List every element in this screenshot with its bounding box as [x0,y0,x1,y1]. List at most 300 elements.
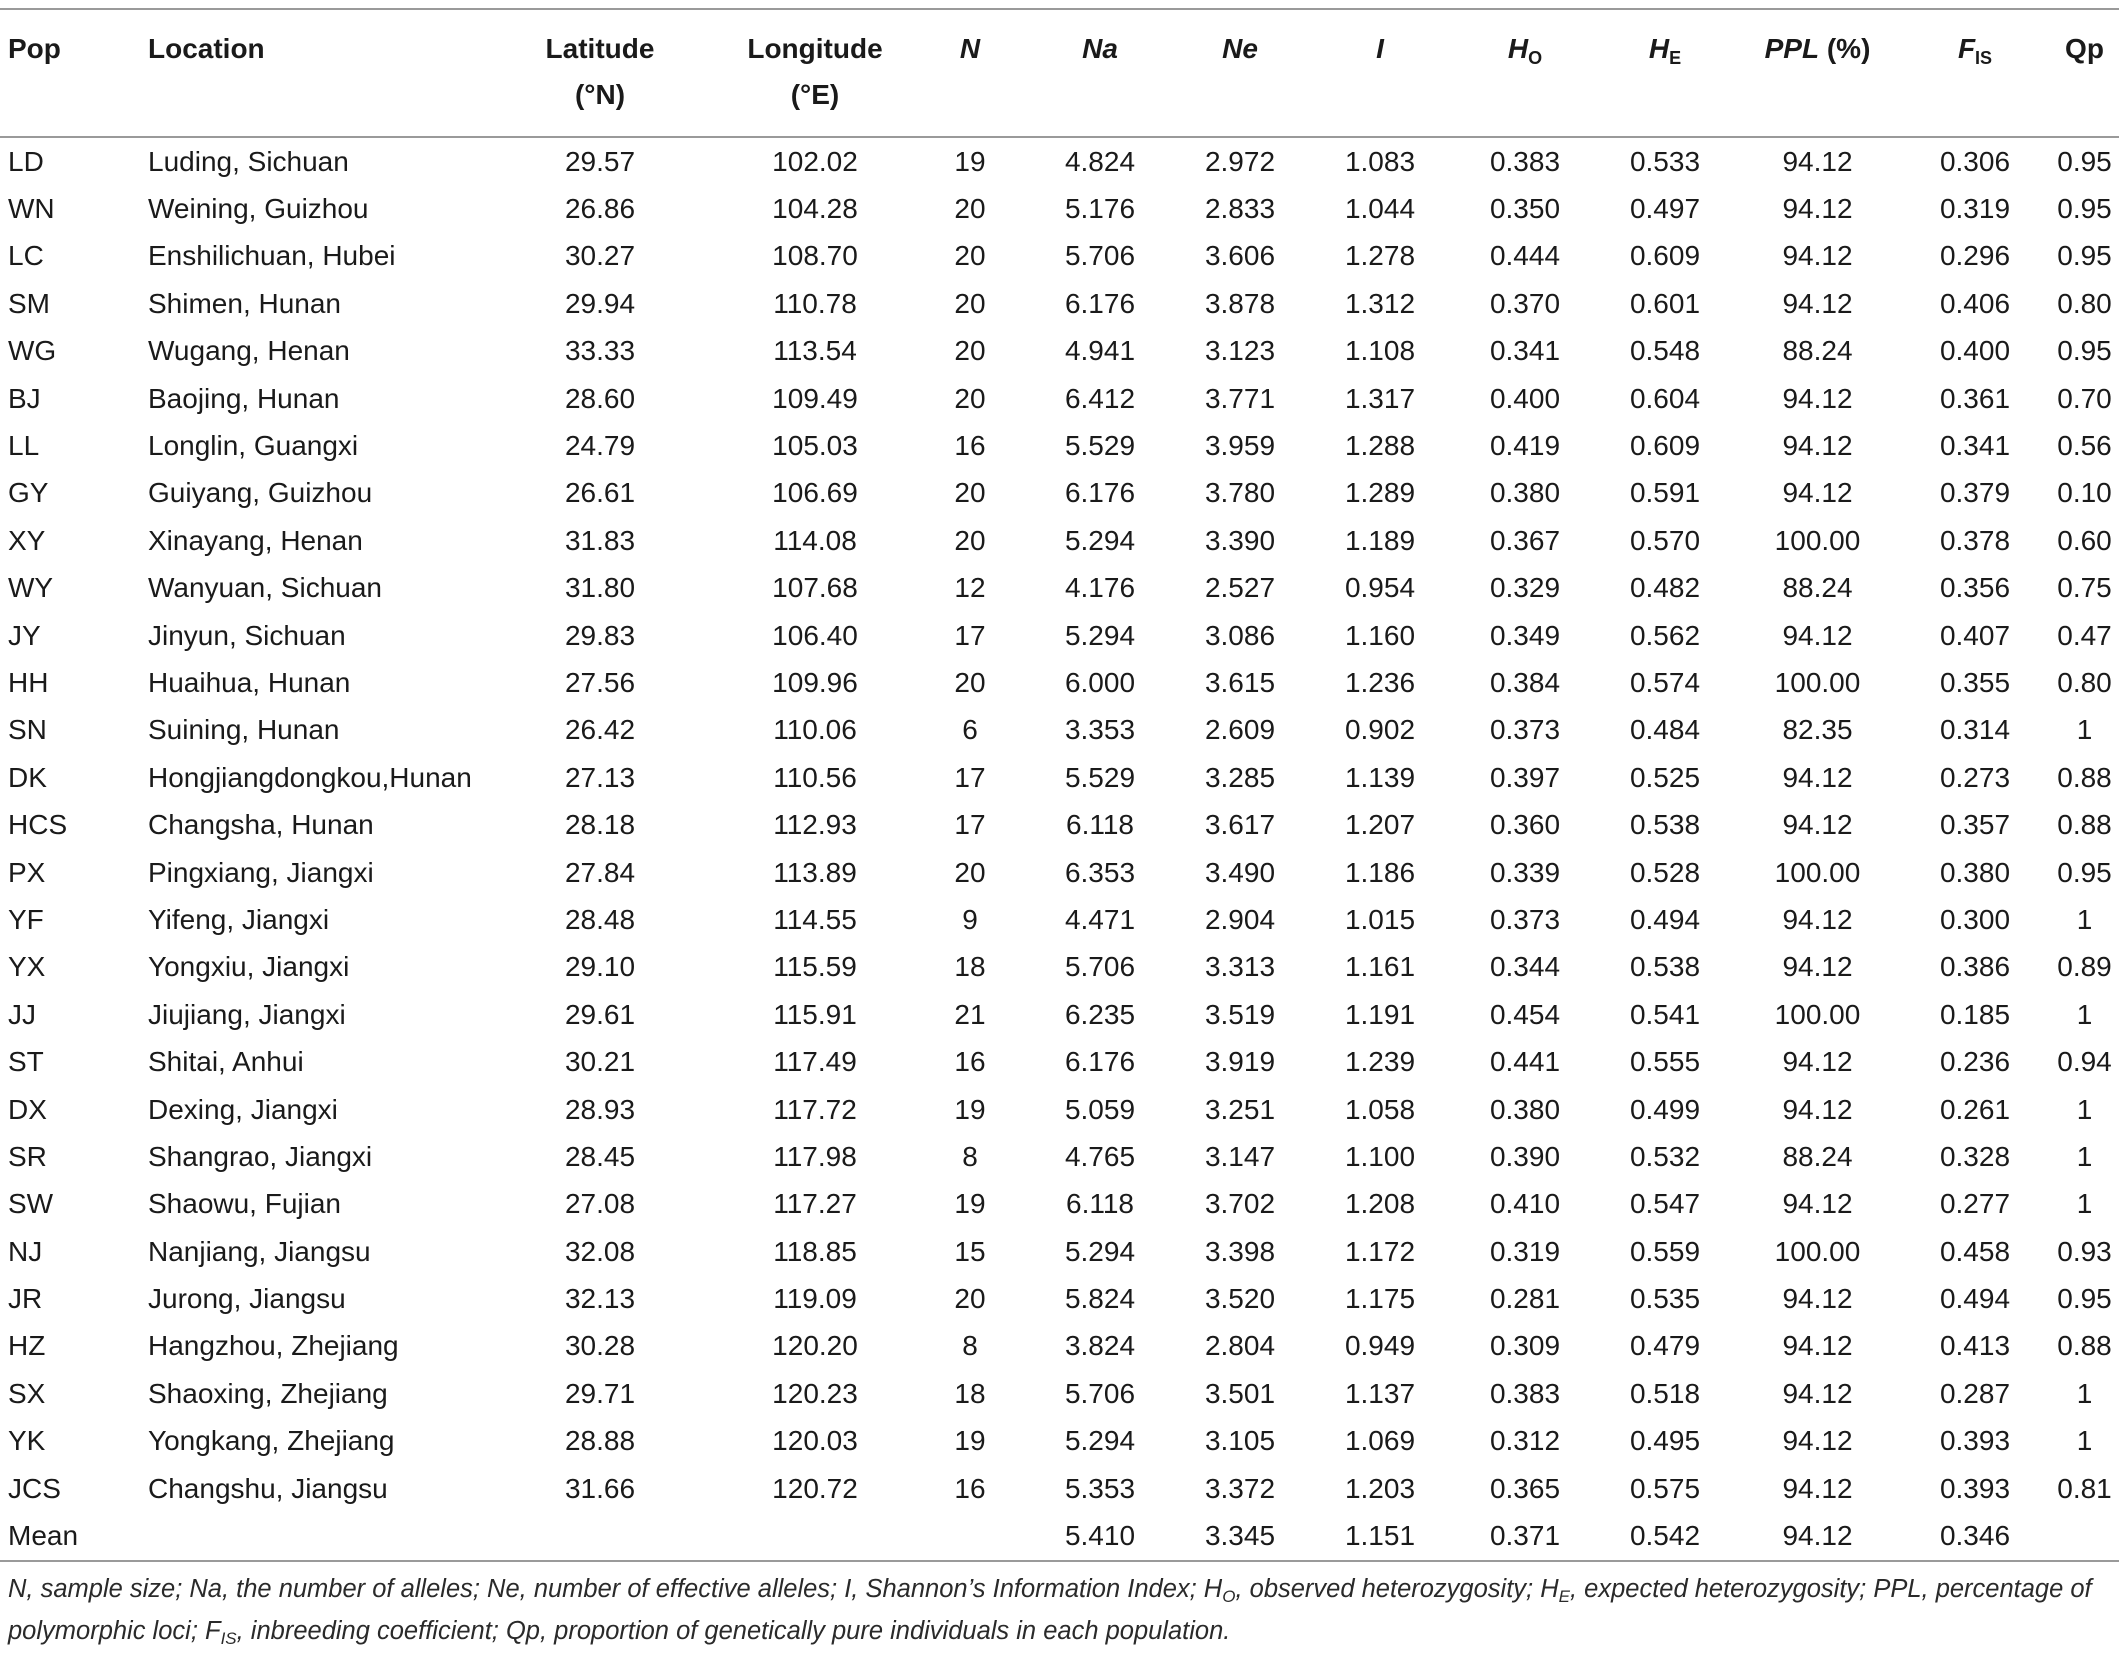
cell-i: 1.108 [1344,335,1416,367]
cell-qp: 0.95 [2057,856,2112,888]
cell-location: Enshilichuan, Hubei [148,240,396,272]
cell-fis: 0.379 [1939,477,2011,509]
cell-latitude: 28.18 [564,809,636,841]
cell-ho: 0.367 [1489,524,1561,556]
cell-he: 0.532 [1629,1140,1701,1172]
cell-ho: 0.312 [1489,1425,1561,1457]
cell-ho: 0.370 [1489,287,1561,319]
cell-i: 1.203 [1344,1472,1416,1504]
cell-he: 0.574 [1629,666,1701,698]
cell-latitude: 30.21 [564,1046,636,1078]
cell-longitude: 120.72 [772,1472,858,1504]
cell-latitude: 29.57 [564,145,636,177]
header-pop [0,9,140,137]
cell-fis: 0.458 [1939,1235,2011,1267]
cell-ne: 2.804 [1204,1330,1276,1362]
table-row [0,1370,2119,1417]
cell-n: 16 [954,1472,986,1504]
cell-fis: 0.355 [1939,666,2011,698]
cell-latitude: 30.27 [564,240,636,272]
cell-ppl: 94.12 [1782,382,1853,414]
cell-longitude: 114.55 [773,903,857,935]
cell-pop: YX [8,951,46,983]
cell-ppl: 94.12 [1782,1472,1853,1504]
cell-ho: 0.400 [1489,382,1561,414]
cell-na: 5.706 [1064,240,1136,272]
cell-na: 4.765 [1064,1140,1136,1172]
cell-ne: 3.959 [1204,430,1276,462]
table-row [0,328,2119,375]
cell-longitude [715,1512,915,1560]
cell-latitude: 29.71 [564,1377,636,1409]
cell-na: 6.176 [1064,287,1136,319]
cell-ppl: 82.35 [1782,714,1853,746]
cell-ppl: 100.00 [1774,1235,1861,1267]
cell-ppl: 88.24 [1782,335,1853,367]
cell-he: 0.541 [1629,998,1701,1030]
cell-longitude: 117.27 [773,1188,857,1220]
footnote-text: , inbreeding coefficient; Qp, proportion of genetically pure individuals in each population. [236,1617,1231,1645]
header-fis-subscript: IS [1975,48,1993,68]
cell-ne: 3.520 [1204,1283,1276,1315]
cell-ho: 0.371 [1455,1512,1595,1560]
cell-latitude: 26.61 [564,477,636,509]
cell-n: 20 [954,524,986,556]
cell-n: 16 [954,1046,986,1078]
header-qp-label: Qp [2065,33,2104,64]
cell-ne: 3.345 [1175,1512,1305,1560]
cell-latitude: 28.48 [564,903,636,935]
cell-longitude: 118.85 [773,1235,857,1267]
header-latitude [485,9,715,137]
cell-n: 20 [954,477,986,509]
cell-ne: 3.617 [1204,809,1276,841]
cell-pop: SM [8,287,50,319]
cell-na: 4.824 [1064,145,1136,177]
cell-qp: 0.89 [2057,951,2112,983]
cell-qp: 0.95 [2057,1283,2112,1315]
cell-latitude: 29.94 [564,287,636,319]
cell-i: 1.069 [1344,1425,1416,1457]
cell-i: 1.175 [1344,1283,1416,1315]
cell-ho: 0.390 [1489,1140,1561,1172]
cell-ho: 0.380 [1489,1093,1561,1125]
cell-location: Shangrao, Jiangxi [148,1140,373,1172]
table-row [0,517,2119,564]
cell-location: Pingxiang, Jiangxi [148,856,374,888]
cell-n: 20 [954,666,986,698]
cell-he: 0.555 [1629,1046,1701,1078]
cell-i: 1.288 [1344,430,1416,462]
table-row [0,1418,2119,1465]
cell-he: 0.533 [1629,145,1701,177]
cell-qp: 0.80 [2057,287,2112,319]
cell-n: 6 [962,714,978,746]
table-row [0,137,2119,185]
cell-he: 0.548 [1629,335,1701,367]
cell-fis: 0.393 [1939,1425,2011,1457]
cell-location: Yifeng, Jiangxi [148,903,330,935]
cell-location: Jinyun, Sichuan [148,619,346,651]
cell-na: 5.824 [1064,1283,1136,1315]
cell-latitude: 28.60 [564,382,636,414]
cell-i: 0.949 [1344,1330,1416,1362]
cell-latitude: 24.79 [564,430,636,462]
cell-i: 1.137 [1344,1377,1416,1409]
cell-ppl: 100.00 [1774,666,1861,698]
table-row [0,1133,2119,1180]
cell-fis: 0.236 [1939,1046,2011,1078]
cell-fis: 0.386 [1939,951,2011,983]
cell-ppl: 94.12 [1782,1283,1853,1315]
cell-location: Guiyang, Guizhou [148,477,373,509]
cell-ho: 0.309 [1489,1330,1561,1362]
cell-ne: 3.606 [1204,240,1276,272]
cell-he: 0.499 [1629,1093,1701,1125]
cell-latitude: 31.80 [564,572,636,604]
cell-ne: 2.527 [1204,572,1276,604]
cell-pop: HZ [8,1330,46,1362]
cell-fis: 0.185 [1939,998,2011,1030]
table-row [0,1038,2119,1085]
cell-pop: Mean [0,1512,140,1560]
cell-na: 5.294 [1064,524,1136,556]
header-ppl-label: PPL [1764,33,1820,64]
cell-he: 0.547 [1629,1188,1701,1220]
cell-ho: 0.384 [1489,666,1561,698]
cell-pop: DK [8,761,47,793]
cell-n: 16 [954,430,986,462]
cell-fis: 0.296 [1939,240,2011,272]
cell-pop: XY [8,524,46,556]
cell-he: 0.497 [1629,193,1701,225]
footnote-subscript: O [1222,1587,1236,1606]
cell-ne: 3.251 [1204,1093,1276,1125]
cell-fis: 0.407 [1939,619,2011,651]
cell-latitude: 30.28 [564,1330,636,1362]
cell-ppl: 94.12 [1782,1188,1853,1220]
cell-na: 5.294 [1064,1235,1136,1267]
header-ne [1175,9,1305,137]
cell-longitude: 119.09 [773,1283,857,1315]
cell-i: 1.278 [1344,240,1416,272]
table-row [0,801,2119,848]
cell-location: Shimen, Hunan [148,287,342,319]
cell-i: 1.151 [1305,1512,1455,1560]
header-latitude-label: Latitude [545,33,655,64]
cell-n: 12 [954,572,986,604]
cell-longitude: 113.54 [773,335,857,367]
cell-longitude: 110.06 [773,714,857,746]
cell-longitude: 114.08 [773,524,857,556]
table-row [0,896,2119,943]
header-latitude-unit: (°N) [574,79,626,110]
cell-he: 0.494 [1629,903,1701,935]
cell-fis: 0.319 [1939,193,2011,225]
table-row [0,233,2119,280]
cell-i: 1.044 [1344,193,1416,225]
cell-ppl: 94.12 [1782,477,1853,509]
cell-location: Jurong, Jiangsu [148,1283,346,1315]
cell-latitude: 31.66 [564,1472,636,1504]
cell-latitude: 27.84 [564,856,636,888]
cell-latitude: 28.88 [564,1425,636,1457]
cell-i: 1.312 [1344,287,1416,319]
cell-i: 0.902 [1344,714,1416,746]
cell-n [915,1512,1025,1560]
cell-ne: 3.285 [1204,761,1276,793]
table-row [0,1086,2119,1133]
genetic-diversity-table [0,8,2119,1562]
cell-qp: 0.88 [2057,809,2112,841]
cell-longitude: 120.23 [772,1377,858,1409]
table-header-row [0,9,2119,137]
cell-ppl: 100.00 [1774,856,1861,888]
cell-n: 20 [954,335,986,367]
cell-location: Wanyuan, Sichuan [148,572,382,604]
cell-location: Jiujiang, Jiangxi [148,998,346,1030]
cell-he: 0.479 [1629,1330,1701,1362]
cell-pop: JJ [8,998,36,1030]
cell-na: 6.118 [1066,809,1134,841]
cell-latitude: 31.83 [564,524,636,556]
cell-ne: 3.615 [1204,666,1276,698]
cell-ho: 0.341 [1489,335,1561,367]
cell-fis: 0.287 [1939,1377,2011,1409]
cell-longitude: 112.93 [773,809,857,841]
cell-ho: 0.397 [1489,761,1561,793]
mean-row [0,1512,2119,1560]
cell-ho: 0.444 [1489,240,1561,272]
table-row [0,280,2119,327]
cell-na: 6.176 [1064,1046,1136,1078]
cell-qp: 0.93 [2057,1235,2112,1267]
cell-pop: LL [8,430,40,462]
table-row [0,422,2119,469]
header-na [1025,9,1175,137]
cell-qp: 1 [2076,1377,2093,1409]
cell-fis: 0.494 [1939,1283,2011,1315]
cell-i: 1.058 [1344,1093,1416,1125]
cell-pop: WG [8,335,57,367]
cell-qp: 1 [2076,1188,2093,1220]
cell-na: 4.471 [1064,903,1136,935]
cell-location: Hangzhou, Zhejiang [148,1330,399,1362]
cell-he: 0.535 [1629,1283,1701,1315]
cell-latitude: 27.08 [564,1188,636,1220]
header-ho [1455,9,1595,137]
cell-ho: 0.383 [1489,145,1561,177]
cell-ne: 3.771 [1204,382,1276,414]
header-i-label: I [1376,33,1384,64]
cell-latitude: 29.10 [564,951,636,983]
cell-n: 19 [954,1425,986,1457]
cell-na: 6.353 [1064,856,1136,888]
cell-fis: 0.357 [1939,809,2011,841]
cell-ne: 3.780 [1204,477,1276,509]
cell-na: 6.412 [1064,382,1136,414]
cell-qp: 1 [2076,1140,2093,1172]
cell-i: 1.161 [1344,951,1416,983]
cell-pop: WN [8,193,55,225]
table-row [0,707,2119,754]
cell-longitude: 107.68 [772,572,858,604]
cell-pop: SW [8,1188,54,1220]
cell-pop: LC [8,240,44,272]
cell-na: 6.235 [1064,998,1136,1030]
cell-ne: 3.372 [1204,1472,1276,1504]
cell-n: 8 [962,1140,978,1172]
table-row [0,991,2119,1038]
cell-fis: 0.413 [1939,1330,2011,1362]
cell-ne: 3.313 [1204,951,1276,983]
cell-ppl: 94.12 [1782,951,1853,983]
cell-n: 19 [954,1188,986,1220]
header-he-subscript: E [1669,48,1682,68]
header-location [140,9,485,137]
footnote-text: N, sample size; Na, the number of alleles; Ne, number of effective alleles; I, Shannon’s Information Index; H [8,1575,1223,1603]
cell-location: Baojing, Hunan [148,382,340,414]
cell-i: 1.207 [1344,809,1416,841]
header-qp [2050,9,2119,137]
cell-location: Huaihua, Hunan [148,666,351,698]
cell-qp: 0.81 [2057,1472,2112,1504]
cell-pop: SX [8,1377,46,1409]
cell-i: 1.186 [1344,856,1416,888]
cell-he: 0.542 [1595,1512,1735,1560]
header-i [1305,9,1455,137]
cell-na: 6.176 [1064,477,1136,509]
cell-ho: 0.383 [1489,1377,1561,1409]
cell-i: 1.189 [1344,524,1416,556]
header-ho-label: H [1507,33,1529,64]
cell-longitude: 106.69 [772,477,858,509]
cell-longitude: 104.28 [772,193,858,225]
cell-qp: 0.88 [2057,1330,2112,1362]
footnote-subscript: E [1558,1587,1570,1606]
cell-qp: 0.95 [2057,240,2112,272]
cell-longitude: 102.02 [772,145,858,177]
cell-he: 0.528 [1629,856,1701,888]
table-row [0,1275,2119,1322]
cell-fis: 0.300 [1939,903,2011,935]
cell-latitude: 28.93 [564,1093,636,1125]
cell-he: 0.562 [1629,619,1701,651]
cell-he: 0.525 [1629,761,1701,793]
cell-qp [2050,1512,2119,1560]
header-ppl [1735,9,1900,137]
cell-pop: JY [8,619,41,651]
cell-n: 17 [954,761,986,793]
cell-fis: 0.400 [1939,335,2011,367]
table-row [0,754,2119,801]
cell-he: 0.609 [1629,240,1701,272]
cell-latitude: 32.08 [564,1235,636,1267]
cell-na: 5.706 [1064,951,1136,983]
cell-ho: 0.454 [1489,998,1561,1030]
cell-i: 1.289 [1344,477,1416,509]
header-ne-label: Ne [1222,33,1258,64]
cell-location: Shaoxing, Zhejiang [148,1377,388,1409]
cell-na: 4.941 [1064,335,1136,367]
footnote-text: , expected heterozygosity; PPL, percentage of polymorphic loci; F [8,1575,2092,1645]
cell-fis: 0.361 [1939,382,2011,414]
cell-longitude: 117.98 [773,1140,857,1172]
cell-location: Shaowu, Fujian [148,1188,342,1220]
cell-qp: 0.60 [2057,524,2112,556]
cell-na: 5.294 [1064,619,1136,651]
cell-i: 1.208 [1344,1188,1416,1220]
cell-ppl: 94.12 [1782,145,1853,177]
cell-qp: 1 [2076,1425,2093,1457]
cell-location: Changshu, Jiangsu [148,1472,388,1504]
header-location-label: Location [148,33,265,64]
cell-longitude: 115.91 [773,998,857,1030]
header-ppl-suffix: (%) [1819,33,1871,64]
header-longitude-label: Longitude [747,33,883,64]
cell-i: 1.239 [1344,1046,1416,1078]
cell-he: 0.609 [1629,430,1701,462]
cell-longitude: 113.89 [773,856,857,888]
cell-ho: 0.350 [1489,193,1561,225]
cell-ne: 3.501 [1204,1377,1276,1409]
cell-longitude: 120.20 [772,1330,858,1362]
footnote-text: , observed heterozygosity; H [1235,1575,1559,1603]
cell-i: 1.172 [1344,1235,1416,1267]
cell-qp: 0.56 [2057,430,2112,462]
cell-fis: 0.328 [1939,1140,2011,1172]
cell-ppl: 94.12 [1782,430,1853,462]
cell-na: 5.706 [1064,1377,1136,1409]
cell-ne: 2.609 [1204,714,1276,746]
cell-fis: 0.341 [1939,430,2011,462]
cell-location: Yongkang, Zhejiang [148,1425,395,1457]
cell-ho: 0.281 [1489,1283,1561,1315]
cell-na: 4.176 [1064,572,1136,604]
cell-fis: 0.306 [1939,145,2011,177]
header-ho-subscript: O [1528,48,1543,68]
cell-ne: 3.390 [1204,524,1276,556]
header-pop-label: Pop [8,33,61,64]
cell-longitude: 110.56 [773,761,857,793]
cell-ne: 3.519 [1204,998,1276,1030]
header-he-label: H [1648,33,1670,64]
cell-qp: 1 [2076,998,2093,1030]
cell-fis: 0.277 [1939,1188,2011,1220]
cell-ppl: 88.24 [1782,572,1853,604]
cell-na: 5.529 [1064,430,1136,462]
cell-location [140,1512,485,1560]
cell-ppl: 94.12 [1782,287,1853,319]
table-row [0,849,2119,896]
cell-n: 17 [954,809,986,841]
header-longitude [715,9,915,137]
cell-qp: 0.95 [2057,335,2112,367]
cell-he: 0.604 [1629,382,1701,414]
cell-latitude: 27.13 [564,761,636,793]
cell-n: 20 [954,193,986,225]
header-he [1595,9,1735,137]
cell-latitude: 26.42 [564,714,636,746]
cell-i: 1.160 [1344,619,1416,651]
cell-ne: 3.702 [1204,1188,1276,1220]
cell-ho: 0.419 [1489,430,1561,462]
cell-ppl: 94.12 [1782,1377,1853,1409]
cell-longitude: 106.40 [772,619,858,651]
cell-na: 3.353 [1064,714,1136,746]
cell-he: 0.484 [1629,714,1701,746]
table-row [0,944,2119,991]
